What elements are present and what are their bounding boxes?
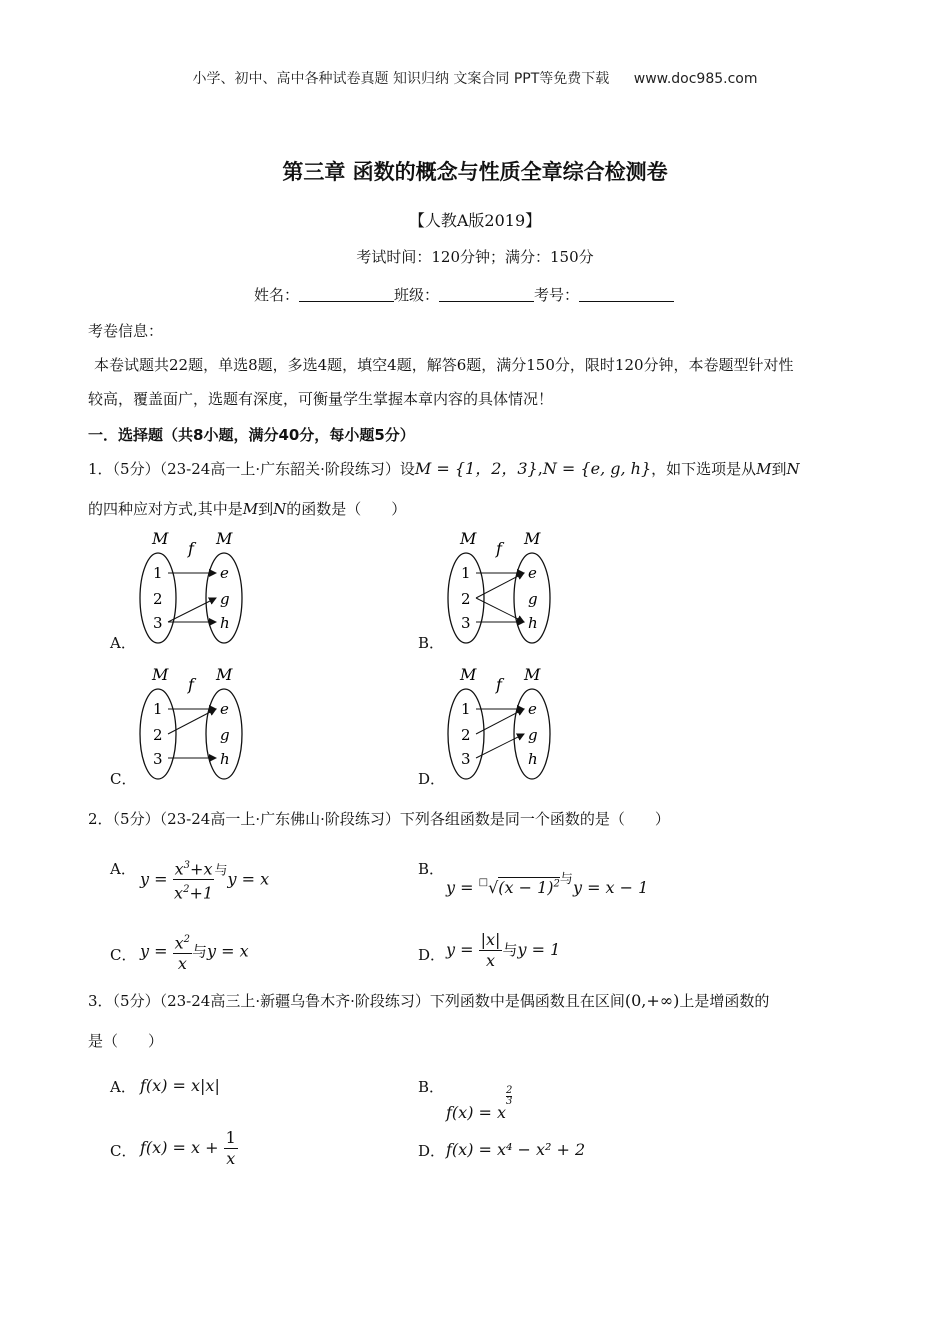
diagram-n1: 1 — [153, 700, 163, 718]
q1-to: 到 — [771, 460, 787, 478]
q1-stem-line1: 1．（5分）（23-24高一上·广东韶关·阶段练习）设M = {1，2，3},N = {e, g, h}，如下选项是从M到N — [88, 459, 800, 478]
diagram-n3: 3 — [461, 750, 471, 768]
fraction: $\frac{|x|}{x}$ — [480, 930, 501, 970]
diagram-label-right: M — [216, 529, 233, 548]
q2-option-d-formula[interactable]: y = $\frac{|x|}{x}$ 与y = 1 — [446, 930, 561, 970]
yu: 与 — [502, 941, 518, 959]
info-line1: 本卷试题共22题，单选8题，多选4题，填空4题，解答6题，满分150分，限时120分钟，本卷题型针对性 — [94, 356, 794, 374]
q2-option-c-label[interactable]: C． — [110, 946, 137, 964]
diagram-g: g — [528, 726, 538, 744]
q1-diagram-a[interactable] — [136, 528, 256, 648]
q1-option-d-label[interactable]: D． — [418, 770, 446, 788]
fraction: $\frac{x^3+x}{x^2+1}$ — [173, 856, 215, 904]
q2-option-b-label[interactable]: B． — [418, 860, 445, 878]
diagram-n3: 3 — [153, 614, 163, 632]
class-blank[interactable] — [439, 287, 534, 302]
diagram-label-left: M — [460, 529, 477, 548]
q2-option-c-formula[interactable]: y = $\frac{x^2}{x}$ 与y = x — [140, 930, 249, 974]
q3-option-c-formula[interactable]: f(x) = x + $\frac{1}{x}$ — [140, 1128, 236, 1168]
diagram-label-right: M — [524, 529, 541, 548]
diagram-label-f: f — [496, 675, 502, 694]
q1-to2: 到 — [258, 500, 274, 518]
diagram-n2: 2 — [153, 590, 163, 608]
q3-option-b-label[interactable]: B． — [418, 1078, 445, 1096]
section-heading: 一．选择题（共8小题，满分40分，每小题5分） — [88, 426, 415, 444]
fraction: $\frac{x^2}{x}$ — [173, 930, 192, 974]
q3-option-c-label[interactable]: C． — [110, 1142, 137, 1160]
q1-option-a-label[interactable]: A． — [110, 634, 136, 652]
diagram-g: g — [220, 590, 230, 608]
diagram-label-left: M — [460, 665, 477, 684]
name-label: 姓名： — [254, 286, 300, 304]
diagram-n1: 1 — [153, 564, 163, 582]
diagram-label-right: M — [216, 665, 233, 684]
diagram-n3: 3 — [461, 614, 471, 632]
q2-option-a-label[interactable]: A． — [110, 860, 136, 878]
diagram-label-f: f — [496, 539, 502, 558]
edition: 【人教A版2019】 — [408, 211, 542, 230]
fraction: $\frac{1}{x}$ — [225, 1128, 236, 1168]
diagram-g: g — [220, 726, 230, 744]
exam-time: 考试时间：120分钟；满分：150分 — [356, 248, 594, 266]
q1-set-m: M = {1，2，3} — [414, 459, 538, 478]
diagram-e: e — [528, 564, 537, 582]
diagram-n3: 3 — [153, 750, 163, 768]
class-label: 班级： — [394, 286, 440, 304]
diagram-label-f: f — [188, 675, 194, 694]
q3-stem-line1 — [88, 984, 769, 1018]
q1-line2b: 的函数是（ ） — [286, 500, 407, 518]
yu: 与 — [559, 872, 573, 887]
q3-option-a-label[interactable]: A． — [110, 1078, 136, 1096]
q3-interval: (0,+∞) — [624, 991, 680, 1010]
diagram-g: g — [528, 590, 538, 608]
diagram-n1: 1 — [461, 564, 471, 582]
name-blank[interactable] — [299, 287, 394, 302]
diagram-h: h — [220, 614, 230, 632]
id-label: 考号： — [534, 286, 580, 304]
q3-stem-line2: 是（ ） — [88, 1032, 164, 1050]
q3-option-d-label[interactable]: D． — [418, 1142, 446, 1160]
info-line2: 较高，覆盖面广，选题有深度，可衡量学生掌握本章内容的具体情况！ — [88, 390, 554, 408]
q3-option-b-formula[interactable]: f(x) = x $\frac{2}{3}$ — [446, 1085, 513, 1122]
page-title: 第三章 函数的概念与性质全章综合检测卷 — [282, 160, 668, 184]
diagram-h: h — [528, 750, 538, 768]
q2-option-b-formula[interactable]: $y = ^□√(x - 1)^{2与}y = x - 1$ — [446, 872, 649, 897]
header-url[interactable]: www.doc985.com — [633, 71, 758, 87]
yu: 与 — [214, 863, 228, 879]
q1-stem-line2 — [88, 492, 406, 526]
q1-diagram-b[interactable] — [444, 528, 564, 648]
q3-stem1: 3．（5分）（23-24高三上·新疆乌鲁木齐·阶段练习）下列函数中是偶函数且在区间 — [88, 992, 625, 1010]
diagram-n2: 2 — [461, 590, 471, 608]
info-heading: 考卷信息： — [88, 322, 164, 340]
q2-stem: 2．（5分）（23-24高一上·广东佛山·阶段练习）下列各组函数是同一个函数的是（ ） — [88, 810, 670, 828]
diagram-e: e — [220, 700, 229, 718]
diagram-label-left: M — [152, 529, 169, 548]
diagram-label-right: M — [524, 665, 541, 684]
q1-prefix: 1．（5分）（23-24高一上·广东韶关·阶段练习）设 — [88, 460, 415, 478]
q1-line2a: 的四种应对方式,其中是 — [88, 500, 243, 518]
diagram-e: e — [220, 564, 229, 582]
page-header — [0, 68, 950, 88]
diagram-h: h — [528, 614, 538, 632]
q2-d-rhs: y = 1 — [517, 940, 561, 959]
q3-stem2: 上是增函数的 — [679, 992, 770, 1010]
q3-option-a-formula[interactable]: f(x) = x|x| — [140, 1076, 220, 1095]
q2-b-rhs: y = x − 1 — [572, 878, 649, 897]
header-text: 小学、初中、高中各种试卷真题 知识归纳 文案合同 PPT等免费下载 — [192, 71, 610, 87]
yu: 与 — [192, 942, 208, 961]
q1-m2: M — [242, 500, 259, 518]
diagram-label-f: f — [188, 539, 194, 558]
diagram-n2: 2 — [461, 726, 471, 744]
diagram-label-left: M — [152, 665, 169, 684]
q1-option-b-label[interactable]: B． — [418, 634, 445, 652]
diagram-h: h — [220, 750, 230, 768]
q3-option-d-formula[interactable]: f(x) = x⁴ − x² + 2 — [446, 1140, 586, 1159]
q1-set-n: N = {e, g, h} — [542, 459, 652, 478]
q1-diagram-c[interactable] — [136, 664, 256, 784]
diagram-n1: 1 — [461, 700, 471, 718]
id-blank[interactable] — [579, 287, 674, 302]
q1-mid: ，如下选项是从 — [651, 460, 757, 478]
q1-diagram-d[interactable] — [444, 664, 564, 784]
q1-option-c-label[interactable]: C． — [110, 770, 137, 788]
q2-option-d-label[interactable]: D． — [418, 946, 446, 964]
q1-n: N — [786, 460, 800, 478]
diagram-e: e — [528, 700, 537, 718]
q2-a-rhs: y = x — [227, 869, 270, 889]
q1-n2: N — [273, 500, 287, 518]
diagram-n2: 2 — [153, 726, 163, 744]
q1-m: M — [756, 460, 772, 478]
student-fields — [254, 284, 674, 305]
q2-c-rhs: y = x — [207, 941, 249, 961]
q2-option-a-formula[interactable]: y = $\frac{x^3+x}{x^2+1}$ $^与$y = x — [140, 856, 269, 904]
